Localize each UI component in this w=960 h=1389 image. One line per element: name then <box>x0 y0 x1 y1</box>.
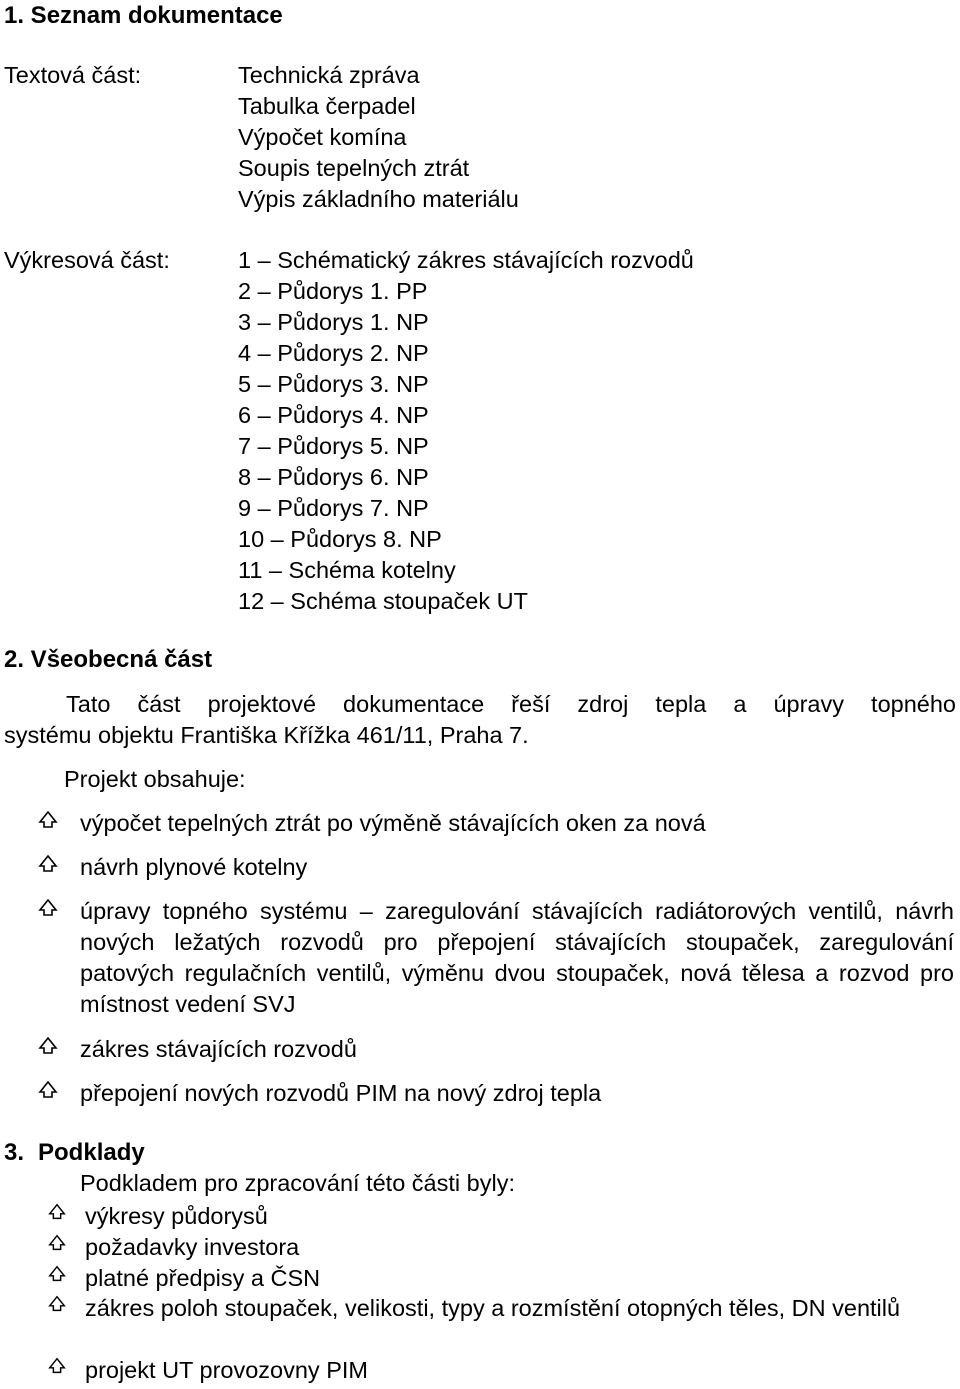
section-3-number: 3. <box>4 1139 25 1166</box>
list-item: 4 – Půdorys 2. NP <box>238 340 429 366</box>
list-item: 5 – Půdorys 3. NP <box>238 371 429 397</box>
list-item: 7 – Půdorys 5. NP <box>238 433 429 459</box>
list-item: Výpis základního materiálu <box>238 186 519 212</box>
arrow-up-bullet-icon <box>47 1356 67 1376</box>
intro-line-1: Tato část projektové dokumentace řeší zdroj tepla a úpravy topného <box>66 691 956 717</box>
arrow-up-bullet-icon <box>47 1202 67 1222</box>
list-item: 3 – Půdorys 1. NP <box>238 309 429 335</box>
list-item: 2 – Půdorys 1. PP <box>238 278 428 304</box>
project-contains-label: Projekt obsahuje: <box>64 766 246 792</box>
list-item: Tabulka čerpadel <box>238 93 416 119</box>
textova-cast-list <box>238 60 519 215</box>
vykresova-cast-label: Výkresová část: <box>4 247 170 273</box>
list-item: Technická zpráva <box>238 62 420 88</box>
section-3-heading <box>4 1137 145 1168</box>
list-item: Výpočet komína <box>238 124 407 150</box>
section-2-heading: 2. Všeobecná část <box>4 646 213 673</box>
arrow-up-bullet-icon <box>37 897 59 919</box>
textova-cast-label: Textová část: <box>4 62 142 88</box>
vykresova-cast-list <box>238 245 694 617</box>
arrow-up-bullet-icon <box>47 1233 67 1253</box>
section-3-title: Podklady <box>38 1139 145 1166</box>
list-item: 11 – Schéma kotelny <box>238 557 456 583</box>
intro-line-2: systému objektu Františka Křížka 461/11, Praha 7. <box>4 722 529 748</box>
arrow-up-bullet-icon <box>37 853 59 875</box>
section-2-intro <box>4 689 956 751</box>
list-item: 6 – Půdorys 4. NP <box>238 402 429 428</box>
section-3-intro: Podkladem pro zpracování této části byly: <box>80 1170 515 1196</box>
list-item: 1 – Schématický zákres stávajících rozvodů <box>238 247 694 273</box>
arrow-up-bullet-icon <box>47 1294 67 1314</box>
list-item: Soupis tepelných ztrát <box>238 155 470 181</box>
list-item: 12 – Schéma stoupaček UT <box>238 588 528 614</box>
list-item: 10 – Půdorys 8. NP <box>238 526 442 552</box>
arrow-up-bullet-icon <box>37 809 59 831</box>
list-item: 8 – Půdorys 6. NP <box>238 464 429 490</box>
section-1-heading: 1. Seznam dokumentace <box>4 2 283 29</box>
list-item: 9 – Půdorys 7. NP <box>238 495 429 521</box>
arrow-up-bullet-icon <box>37 1035 59 1057</box>
arrow-up-bullet-icon <box>47 1264 67 1284</box>
arrow-up-bullet-icon <box>37 1079 59 1101</box>
